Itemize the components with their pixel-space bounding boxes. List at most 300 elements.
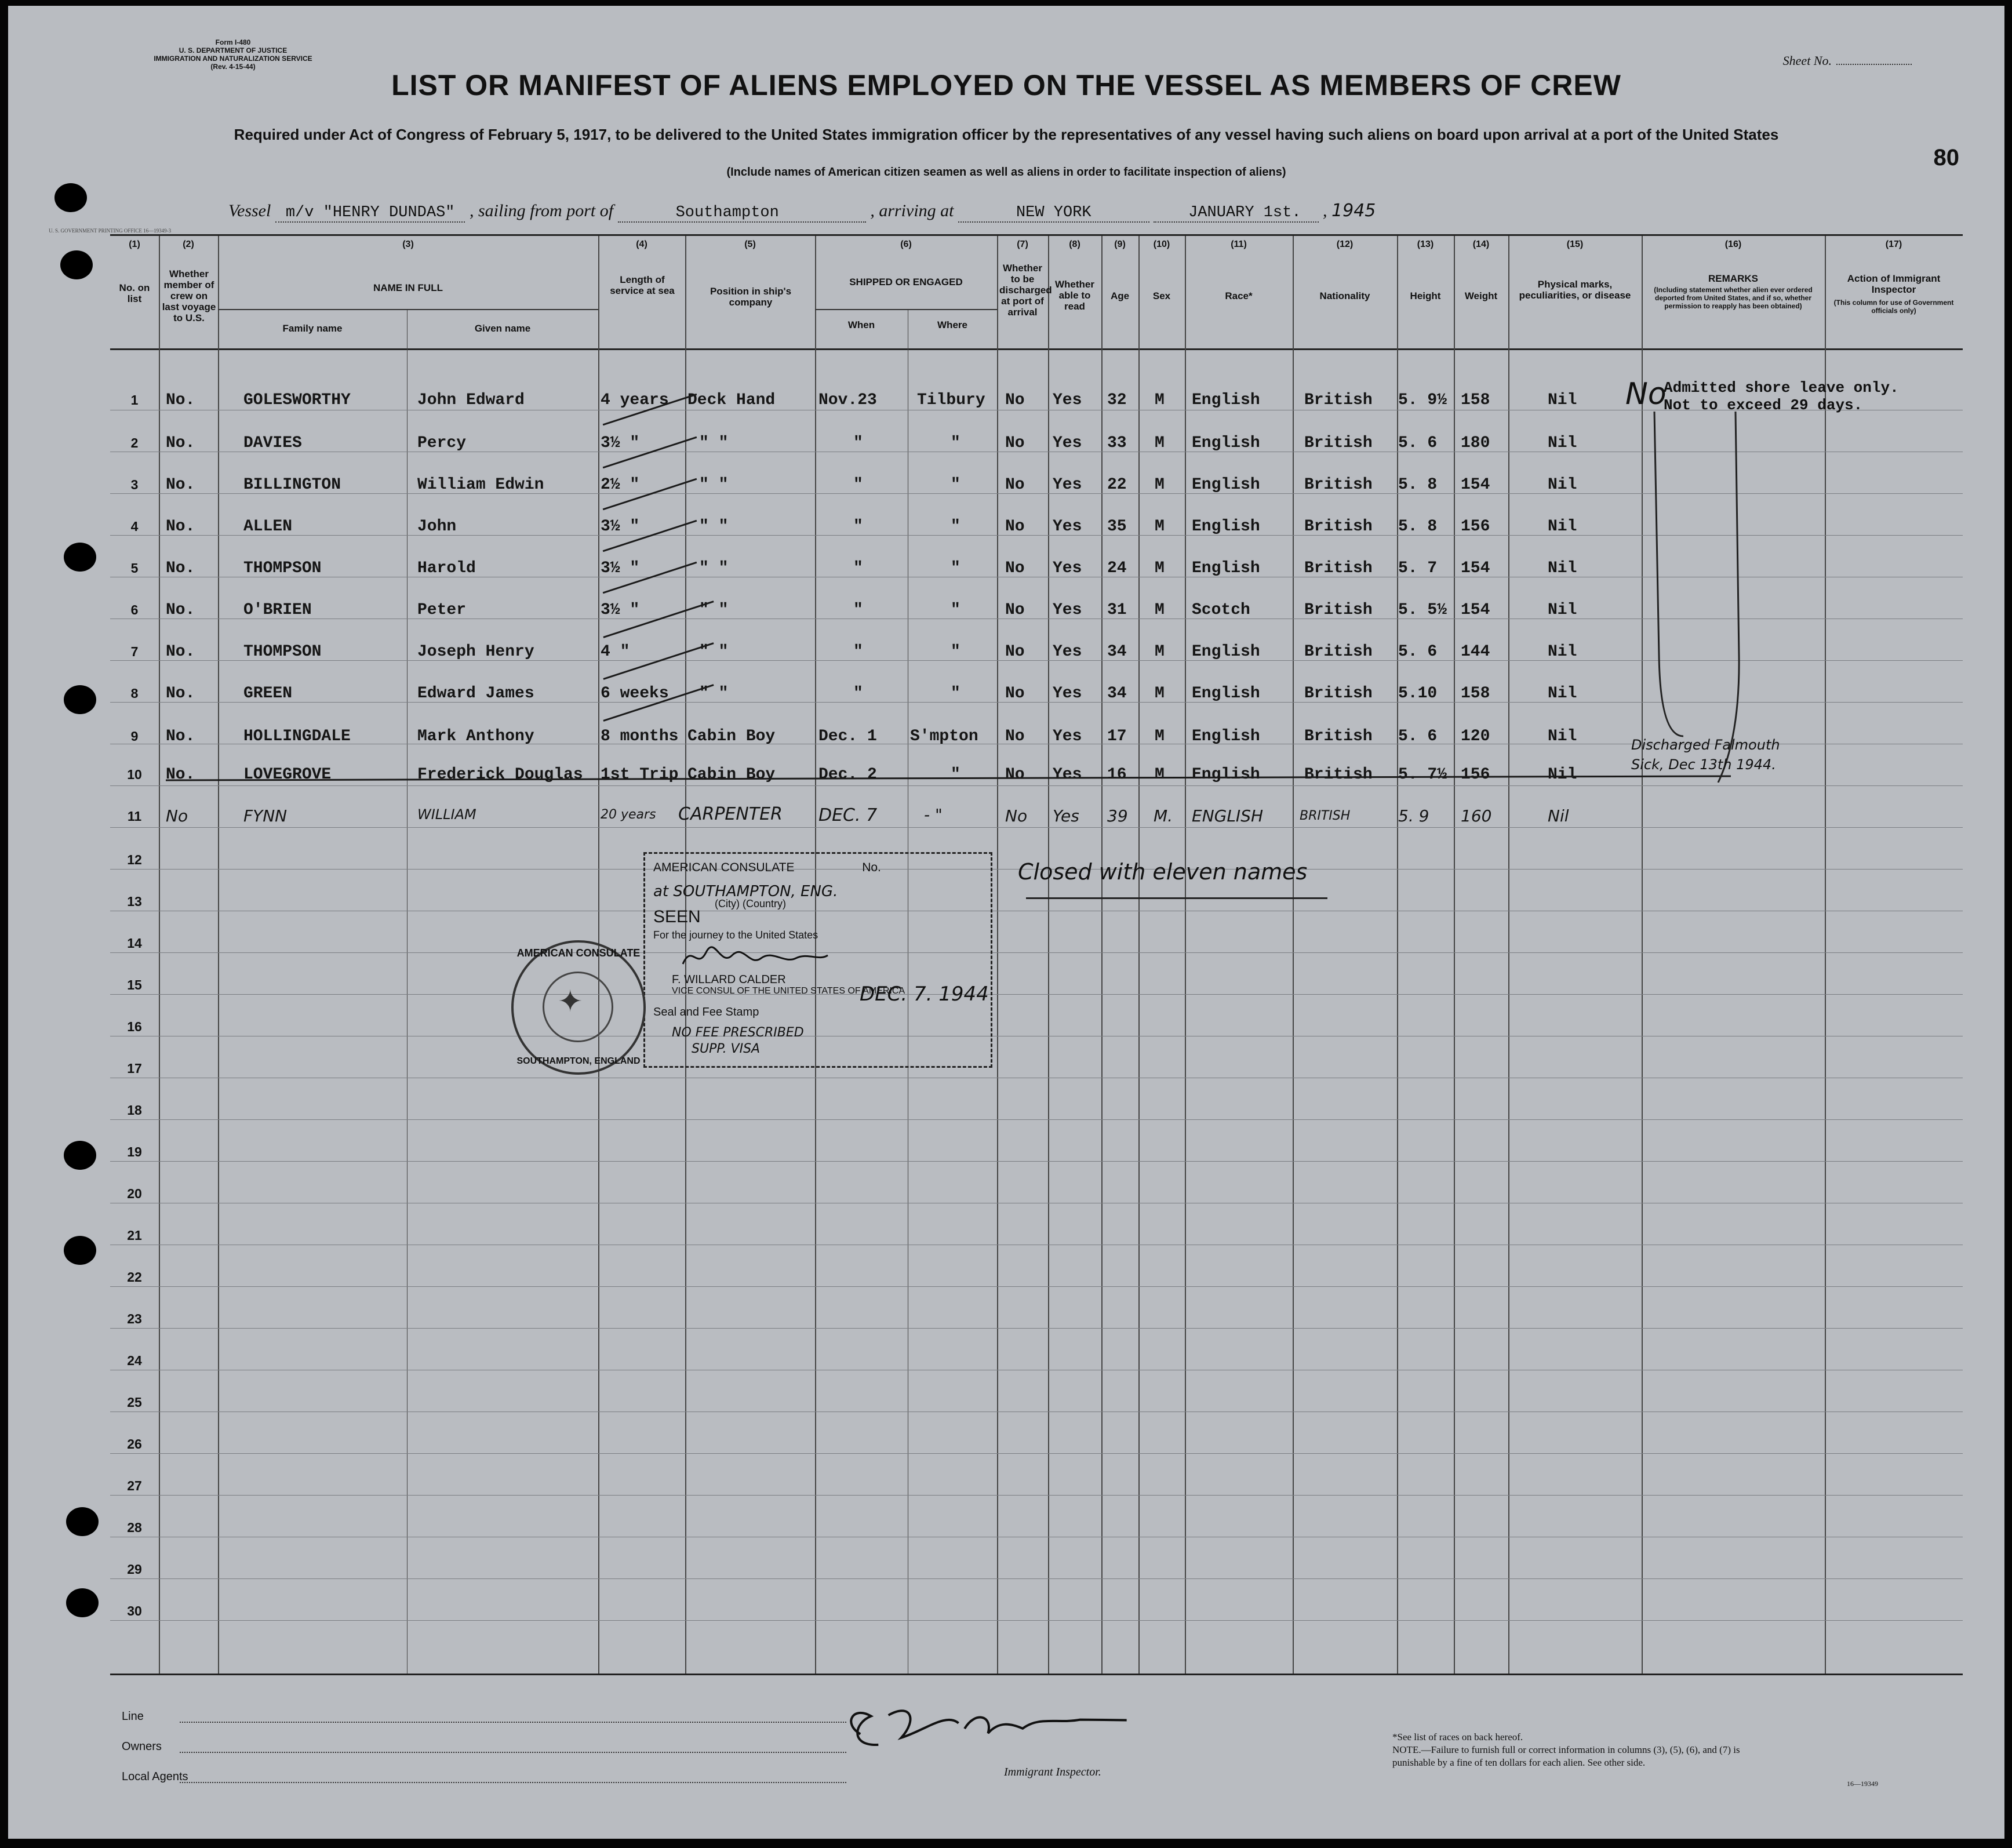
discharge-cell: No bbox=[1005, 391, 1025, 409]
penalty-note: NOTE.—Failure to furnish full or correct information in columns (3), (5), (6), and (7) is punishable by a fine of ten dollars for each alien. See other side. bbox=[1392, 1744, 1740, 1768]
service-cell: 8 months bbox=[601, 727, 679, 745]
given-name-cell: Mark Anthony bbox=[417, 727, 534, 745]
subtitle: Required under Act of Congress of February 5, 1917, to be delivered to the United States immigration officer by the representatives of any vessel having such aliens on board upon arrival at a port of the United States bbox=[234, 126, 1779, 143]
given-name-cell: Percy bbox=[417, 434, 467, 452]
shipped-where-cell: " bbox=[951, 766, 960, 784]
service: IMMIGRATION AND NATURALIZATION SERVICE bbox=[154, 54, 312, 63]
row-number: 28 bbox=[127, 1520, 142, 1535]
col-head-no: No. on list bbox=[119, 282, 150, 304]
column-number: (11) bbox=[1231, 239, 1247, 249]
arrival-date: JANUARY 1st. bbox=[1154, 204, 1318, 223]
form-code: 16—19349 bbox=[1847, 1780, 1878, 1788]
weight-cell: 156 bbox=[1461, 766, 1490, 784]
service-cell: 3½ " bbox=[601, 559, 640, 577]
races-note: *See list of races on back hereof. bbox=[1392, 1731, 1523, 1742]
age-cell: 35 bbox=[1107, 518, 1127, 536]
last-voyage-cell: No bbox=[166, 806, 188, 825]
shipped-when-cell: Nov.23 bbox=[818, 391, 877, 409]
row-number: 5 bbox=[130, 561, 139, 576]
remarks-discharged bbox=[1631, 735, 1780, 774]
age-cell: 34 bbox=[1107, 685, 1127, 703]
shipped-where-cell: " bbox=[951, 685, 960, 703]
discharge-cell: No bbox=[1005, 727, 1025, 745]
age-cell: 33 bbox=[1107, 434, 1127, 452]
form-identifier bbox=[123, 38, 343, 71]
nationality-cell: British bbox=[1304, 601, 1373, 619]
race-cell: English bbox=[1192, 559, 1260, 577]
row-number: 4 bbox=[130, 519, 139, 534]
col-head-inspector: Action of Immigrant Inspector bbox=[1847, 273, 1941, 295]
family-name-cell: GOLESWORTHY bbox=[243, 391, 351, 409]
row-number: 26 bbox=[127, 1436, 142, 1452]
sex-cell: M bbox=[1155, 518, 1165, 536]
sex-cell: M bbox=[1155, 559, 1165, 577]
col-head-position: Position in ship's company bbox=[710, 286, 792, 308]
stamp-visa: SUPP. VISA bbox=[692, 1042, 761, 1056]
height-cell: 5.10 bbox=[1398, 685, 1438, 703]
weight-cell: 160 bbox=[1461, 806, 1492, 825]
given-name-cell: Harold bbox=[417, 559, 476, 577]
col-head-weight: Weight bbox=[1464, 290, 1498, 301]
page-number: 80 bbox=[1933, 145, 1959, 170]
column-number: (12) bbox=[1336, 239, 1354, 249]
shipped-where-cell: " bbox=[951, 476, 960, 494]
stamp-officer: F. WILLARD CALDER bbox=[672, 973, 786, 986]
last-voyage-cell: No. bbox=[166, 391, 195, 409]
arrival-year: 1945 bbox=[1331, 201, 1376, 221]
family-name-cell: GREEN bbox=[243, 685, 293, 703]
age-cell: 34 bbox=[1107, 643, 1127, 661]
footer-note bbox=[1392, 1731, 1775, 1769]
position-cell: " " bbox=[699, 685, 729, 703]
row-number: 15 bbox=[127, 977, 142, 992]
shipped-where-cell: " bbox=[951, 643, 960, 661]
race-cell: English bbox=[1192, 766, 1260, 784]
race-cell: English bbox=[1192, 518, 1260, 536]
immigrant-inspector-signature bbox=[835, 1685, 1140, 1770]
column-number: (7) bbox=[1017, 239, 1028, 249]
race-cell: English bbox=[1192, 434, 1260, 452]
weight-cell: 180 bbox=[1461, 434, 1490, 452]
stamp-fee: NO FEE PRESCRIBED bbox=[672, 1025, 804, 1040]
sex-cell: M. bbox=[1154, 806, 1173, 825]
height-cell: 5. 5½ bbox=[1398, 601, 1447, 619]
shipped-when-cell: " bbox=[853, 518, 863, 536]
agents-label: Local Agents bbox=[122, 1770, 188, 1783]
height-cell: 5. 9 bbox=[1398, 806, 1429, 825]
row-number: 13 bbox=[127, 894, 142, 909]
row-number: 14 bbox=[127, 936, 142, 951]
weight-cell: 154 bbox=[1461, 559, 1490, 577]
col-head-read: Whether able to read bbox=[1055, 279, 1094, 312]
column-number: (9) bbox=[1114, 239, 1126, 249]
row-number: 20 bbox=[127, 1186, 142, 1201]
family-name-cell: DAVIES bbox=[243, 434, 302, 452]
discharge-cell: No bbox=[1005, 601, 1025, 619]
weight-cell: 120 bbox=[1461, 727, 1490, 745]
sex-cell: M bbox=[1155, 685, 1165, 703]
shipped-when-cell: Dec. 1 bbox=[818, 727, 877, 745]
marks-cell: Nil bbox=[1548, 559, 1577, 577]
position-cell: " " bbox=[699, 643, 729, 661]
col-head-nationality: Nationality bbox=[1319, 290, 1370, 301]
nationality-cell: British bbox=[1304, 766, 1373, 784]
position-cell: Cabin Boy bbox=[687, 727, 776, 745]
nationality-cell: BRITISH bbox=[1300, 809, 1351, 823]
weight-cell: 144 bbox=[1461, 643, 1490, 661]
column-number: (17) bbox=[1885, 239, 1902, 249]
position-cell: " " bbox=[699, 559, 729, 577]
column-number: (4) bbox=[636, 239, 647, 249]
given-name-cell: Frederick Douglas bbox=[417, 766, 583, 784]
marks-cell: Nil bbox=[1548, 601, 1577, 619]
arrival-port: NEW YORK bbox=[958, 204, 1149, 223]
last-voyage-cell: No. bbox=[166, 727, 195, 745]
marks-cell: Nil bbox=[1548, 685, 1577, 703]
service-cell: 1st Trip bbox=[601, 766, 679, 784]
read-cell: Yes bbox=[1053, 559, 1082, 577]
col-head-physical: Physical marks, peculiarities, or disease bbox=[1519, 279, 1631, 301]
remarks-line: Admitted shore leave only. bbox=[1664, 379, 1899, 396]
column-number: (15) bbox=[1566, 239, 1584, 249]
shipped-when-cell: " bbox=[853, 643, 863, 661]
height-cell: 5. 9½ bbox=[1398, 391, 1447, 409]
seal-bottom-text: SOUTHAMPTON, ENGLAND bbox=[516, 1056, 641, 1066]
binder-hole bbox=[66, 1588, 99, 1617]
row-number: 7 bbox=[130, 644, 139, 659]
race-cell: English bbox=[1192, 476, 1260, 494]
marks-cell: Nil bbox=[1548, 727, 1577, 745]
department: U. S. DEPARTMENT OF JUSTICE bbox=[179, 46, 288, 54]
nationality-cell: British bbox=[1304, 727, 1373, 745]
service-cell: 2½ " bbox=[601, 476, 640, 494]
last-voyage-cell: No. bbox=[166, 643, 195, 661]
subnote: (Include names of American citizen seamen as well as aliens in order to facilitate inspection of aliens) bbox=[726, 166, 1286, 179]
shipped-where-cell: S'mpton bbox=[910, 727, 978, 745]
read-cell: Yes bbox=[1053, 434, 1082, 452]
column-number: (16) bbox=[1724, 239, 1742, 249]
shipped-where-cell: " bbox=[951, 518, 960, 536]
row-number: 11 bbox=[127, 809, 142, 824]
col-head-when: When bbox=[847, 319, 875, 330]
remarks-line: Discharged Falmouth bbox=[1631, 737, 1780, 753]
shipped-when-cell: Dec. 2 bbox=[818, 766, 877, 784]
stamp-consulate-text: AMERICAN CONSULATE bbox=[653, 861, 795, 874]
row-number: 29 bbox=[127, 1562, 142, 1577]
position-cell: " " bbox=[699, 601, 729, 619]
row-number: 9 bbox=[130, 729, 139, 744]
shipped-when-cell: " bbox=[853, 434, 863, 452]
height-cell: 5. 6 bbox=[1398, 727, 1438, 745]
given-name-cell: John Edward bbox=[417, 391, 525, 409]
binder-hole bbox=[66, 1507, 99, 1536]
column-number: (6) bbox=[900, 239, 912, 249]
race-cell: English bbox=[1192, 643, 1260, 661]
read-cell: Yes bbox=[1053, 391, 1082, 409]
family-name-cell: THOMPSON bbox=[243, 643, 322, 661]
vessel-label: Vessel bbox=[228, 201, 271, 220]
row-number: 1 bbox=[130, 392, 139, 408]
sailing-label: , sailing from port of bbox=[469, 201, 614, 220]
sex-cell: M bbox=[1155, 434, 1165, 452]
consulate-seal bbox=[511, 940, 646, 1075]
discharge-cell: No bbox=[1005, 806, 1028, 825]
closed-note: Closed with eleven names bbox=[1018, 859, 1308, 885]
binder-hole bbox=[64, 543, 96, 572]
remarks-line: Sick, Dec 13th 1944. bbox=[1631, 756, 1776, 773]
position-cell: CARPENTER bbox=[678, 804, 783, 824]
line-label: Line bbox=[122, 1710, 144, 1723]
read-cell: Yes bbox=[1053, 518, 1082, 536]
col-head-shipped: SHIPPED OR ENGAGED bbox=[849, 277, 963, 288]
age-cell: 39 bbox=[1107, 806, 1128, 825]
row-number: 23 bbox=[127, 1311, 142, 1326]
weight-cell: 158 bbox=[1461, 391, 1490, 409]
race-cell: English bbox=[1192, 685, 1260, 703]
position-cell: Cabin Boy bbox=[687, 766, 776, 784]
shipped-when-cell: " bbox=[853, 476, 863, 494]
weight-cell: 154 bbox=[1461, 601, 1490, 619]
given-name-cell: John bbox=[417, 518, 457, 536]
column-number: (1) bbox=[129, 239, 140, 249]
row-number: 3 bbox=[130, 477, 139, 492]
sheet-label: Sheet No. bbox=[1782, 53, 1832, 68]
col-head-discharge: Whether to be discharged at port of arrival bbox=[999, 263, 1052, 318]
family-name-cell: HOLLINGDALE bbox=[243, 727, 351, 745]
remarks-no-mark: No bbox=[1625, 377, 1667, 412]
sex-cell: M bbox=[1155, 476, 1165, 494]
row-number: 8 bbox=[130, 686, 139, 701]
row-number: 17 bbox=[127, 1061, 142, 1076]
nationality-cell: British bbox=[1304, 559, 1373, 577]
row-number: 10 bbox=[127, 767, 142, 782]
owners-label: Owners bbox=[122, 1740, 162, 1753]
discharge-cell: No bbox=[1005, 766, 1025, 784]
stamp-date: DEC. 7. 1944 bbox=[860, 983, 989, 1006]
family-name-cell: O'BRIEN bbox=[243, 601, 312, 619]
nationality-cell: British bbox=[1304, 476, 1373, 494]
read-cell: Yes bbox=[1053, 476, 1082, 494]
service-cell: 6 weeks bbox=[601, 685, 669, 703]
shipped-where-cell: " bbox=[951, 601, 960, 619]
column-number: (5) bbox=[744, 239, 756, 249]
row-number: 18 bbox=[127, 1103, 142, 1118]
arriving-label: , arriving at bbox=[870, 201, 954, 220]
race-cell: English bbox=[1192, 727, 1260, 745]
last-voyage-cell: No. bbox=[166, 601, 195, 619]
discharge-cell: No bbox=[1005, 559, 1025, 577]
height-cell: 5. 6 bbox=[1398, 643, 1438, 661]
remarks-line: Not to exceed 29 days. bbox=[1664, 396, 1863, 414]
weight-cell: 154 bbox=[1461, 476, 1490, 494]
remarks-bracket-lines bbox=[1649, 412, 1753, 783]
column-number: (8) bbox=[1069, 239, 1080, 249]
position-cell: Deck Hand bbox=[687, 391, 776, 409]
col-head-family-name: Family name bbox=[282, 323, 343, 334]
service-cell: 4 " bbox=[601, 643, 630, 661]
height-cell: 5. 8 bbox=[1398, 476, 1438, 494]
col-head-race: Race* bbox=[1225, 290, 1253, 301]
discharge-cell: No bbox=[1005, 434, 1025, 452]
row-number: 24 bbox=[127, 1353, 142, 1368]
row-number: 16 bbox=[127, 1019, 142, 1034]
service-cell: 3½ " bbox=[601, 601, 640, 619]
height-cell: 5. 7½ bbox=[1398, 766, 1447, 784]
column-number: (13) bbox=[1417, 239, 1434, 249]
revision: (Rev. 4-15-44) bbox=[210, 63, 256, 71]
row-number: 12 bbox=[127, 852, 142, 867]
consular-stamp bbox=[643, 852, 992, 1068]
vice-consul-signature bbox=[680, 941, 831, 976]
shipped-when-cell: " bbox=[853, 685, 863, 703]
stamp-journey: For the journey to the United States bbox=[653, 929, 818, 941]
page-title: LIST OR MANIFEST OF ALIENS EMPLOYED ON THE VESSEL AS MEMBERS OF CREW bbox=[391, 69, 1621, 101]
last-voyage-cell: No. bbox=[166, 518, 195, 536]
last-voyage-cell: No. bbox=[166, 559, 195, 577]
position-cell: " " bbox=[699, 434, 729, 452]
service-cell: 20 years bbox=[601, 807, 656, 822]
strike-through-line bbox=[166, 775, 1731, 781]
discharge-cell: No bbox=[1005, 643, 1025, 661]
marks-cell: Nil bbox=[1548, 806, 1569, 825]
marks-cell: Nil bbox=[1548, 391, 1577, 409]
stamp-seal-fee: Seal and Fee Stamp bbox=[653, 1006, 759, 1018]
sheet-number-field bbox=[1783, 53, 1912, 68]
marks-cell: Nil bbox=[1548, 766, 1577, 784]
shipped-when-cell: DEC. 7 bbox=[818, 805, 878, 825]
stamp-city: at SOUTHAMPTON, ENG. bbox=[653, 883, 838, 900]
age-cell: 17 bbox=[1107, 727, 1127, 745]
family-name-cell: THOMPSON bbox=[243, 559, 322, 577]
shipped-where-cell: " bbox=[951, 434, 960, 452]
discharge-cell: No bbox=[1005, 518, 1025, 536]
col-head-sex: Sex bbox=[1152, 290, 1171, 301]
race-cell: English bbox=[1192, 391, 1260, 409]
given-name-cell: William Edwin bbox=[417, 476, 544, 494]
col-head-service: Length of service at sea bbox=[610, 274, 675, 296]
race-cell: ENGLISH bbox=[1192, 806, 1264, 825]
height-cell: 5. 6 bbox=[1398, 434, 1438, 452]
inspector-label: Immigrant Inspector. bbox=[1004, 1766, 1101, 1778]
stamp-officer-title: VICE CONSUL OF THE UNITED STATES OF AMERICA bbox=[672, 986, 905, 996]
nationality-cell: British bbox=[1304, 391, 1373, 409]
sex-cell: M bbox=[1155, 766, 1165, 784]
nationality-cell: British bbox=[1304, 434, 1373, 452]
height-cell: 5. 7 bbox=[1398, 559, 1438, 577]
row-number: 27 bbox=[127, 1478, 142, 1493]
binder-hole bbox=[64, 1236, 96, 1265]
binder-hole bbox=[64, 685, 96, 714]
remarks-shore-leave bbox=[1664, 379, 1899, 414]
age-cell: 16 bbox=[1107, 766, 1127, 784]
marks-cell: Nil bbox=[1548, 434, 1577, 452]
sex-cell: M bbox=[1155, 643, 1165, 661]
sex-cell: M bbox=[1155, 601, 1165, 619]
read-cell: Yes bbox=[1053, 766, 1082, 784]
service-cell: 4 years bbox=[601, 391, 669, 409]
shipped-when-cell: " bbox=[853, 601, 863, 619]
family-name-cell: FYNN bbox=[243, 806, 288, 825]
manifest-sheet bbox=[8, 6, 2004, 1839]
departure-port: Southampton bbox=[618, 204, 866, 223]
col-head-where: Where bbox=[937, 319, 967, 330]
binder-hole bbox=[64, 1141, 96, 1170]
binder-hole bbox=[54, 183, 87, 212]
stamp-consulate bbox=[653, 861, 881, 875]
age-cell: 31 bbox=[1107, 601, 1127, 619]
nationality-cell: British bbox=[1304, 643, 1373, 661]
row-number: 6 bbox=[130, 602, 139, 617]
discharge-cell: No bbox=[1005, 476, 1025, 494]
binder-hole bbox=[60, 250, 93, 279]
read-cell: Yes bbox=[1053, 727, 1082, 745]
stamp-no-label: No. bbox=[862, 861, 881, 874]
last-voyage-cell: No. bbox=[166, 476, 195, 494]
row-number: 25 bbox=[127, 1395, 142, 1410]
eagle-emblem-icon: ✦ bbox=[558, 985, 583, 1018]
shipped-when-cell: " bbox=[853, 559, 863, 577]
voyage-line: Vessel m/v "HENRY DUNDAS" , sailing from port of Southampton , arriving at NEW YORK JANUARY 1st. , 1945 bbox=[228, 201, 1376, 221]
row-number: 30 bbox=[127, 1603, 142, 1618]
marks-cell: Nil bbox=[1548, 643, 1577, 661]
stamp-city-country: (City) (Country) bbox=[715, 898, 787, 910]
read-cell: Yes bbox=[1053, 806, 1079, 825]
discharge-cell: No bbox=[1005, 685, 1025, 703]
race-cell: Scotch bbox=[1192, 601, 1250, 619]
row-number: 21 bbox=[127, 1228, 142, 1243]
height-cell: 5. 8 bbox=[1398, 518, 1438, 536]
col-head-last-voyage: Whether member of crew on last voyage to U.S. bbox=[162, 268, 216, 323]
nationality-cell: British bbox=[1304, 518, 1373, 536]
family-name-cell: LOVEGROVE bbox=[243, 766, 332, 784]
row-number: 2 bbox=[130, 435, 139, 450]
column-number: (3) bbox=[402, 239, 414, 249]
read-cell: Yes bbox=[1053, 601, 1082, 619]
column-number: (14) bbox=[1472, 239, 1490, 249]
col-head-name: NAME IN FULL bbox=[373, 282, 443, 293]
shipped-where-cell: Tilbury bbox=[917, 391, 985, 409]
position-cell: " " bbox=[699, 518, 729, 536]
read-cell: Yes bbox=[1053, 643, 1082, 661]
stamp-seen: SEEN bbox=[653, 907, 701, 926]
col-head-height: Height bbox=[1410, 290, 1441, 301]
print-note: U. S. GOVERNMENT PRINTING OFFICE 16—19349-3 bbox=[49, 228, 172, 234]
seal-top-text: AMERICAN CONSULATE bbox=[516, 947, 641, 959]
col-head-given-name: Given name bbox=[474, 323, 531, 334]
col-head-inspector-note: (This column for use of Government officials only) bbox=[1833, 299, 1954, 315]
last-voyage-cell: No. bbox=[166, 434, 195, 452]
form-number: Form I-480 bbox=[215, 38, 251, 46]
sex-cell: M bbox=[1155, 727, 1165, 745]
shipped-where-cell: " bbox=[951, 559, 960, 577]
nationality-cell: British bbox=[1304, 685, 1373, 703]
given-name-cell: Edward James bbox=[417, 685, 534, 703]
given-name-cell: Joseph Henry bbox=[417, 643, 534, 661]
row-number: 22 bbox=[127, 1269, 142, 1285]
vessel-name: m/v "HENRY DUNDAS" bbox=[275, 204, 465, 223]
sex-cell: M bbox=[1155, 391, 1165, 409]
marks-cell: Nil bbox=[1548, 476, 1577, 494]
service-cell: 3½ " bbox=[601, 434, 640, 452]
service-cell: 3½ " bbox=[601, 518, 640, 536]
last-voyage-cell: No. bbox=[166, 685, 195, 703]
column-number: (2) bbox=[183, 239, 194, 249]
col-head-age: Age bbox=[1110, 290, 1130, 301]
age-cell: 32 bbox=[1107, 391, 1127, 409]
given-name-cell: Peter bbox=[417, 601, 467, 619]
marks-cell: Nil bbox=[1548, 518, 1577, 536]
family-name-cell: ALLEN bbox=[243, 518, 293, 536]
